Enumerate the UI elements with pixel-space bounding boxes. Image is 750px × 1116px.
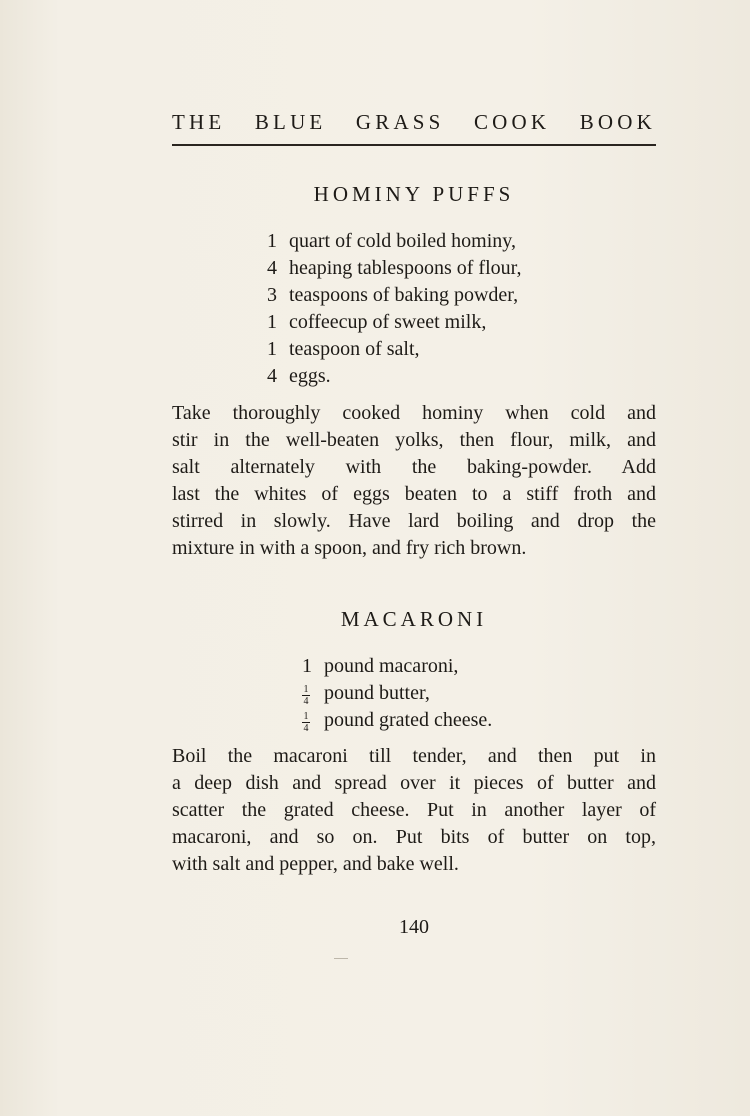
directions-line: a deep dish and spread over it pieces of butter and	[172, 772, 656, 794]
ingredient-item	[302, 707, 492, 734]
directions-line: Take thoroughly cooked hominy when cold and	[172, 402, 656, 424]
fraction-denominator: 4	[303, 723, 309, 735]
directions-line: salt alternately with the baking-powder. Add	[172, 456, 656, 478]
decorative-dash	[334, 958, 348, 959]
ingredient-text: eggs.	[289, 365, 331, 387]
recipe-title-macaroni: MACARONI	[340, 607, 488, 631]
directions-line: scatter the grated cheese. Put in another layer of	[172, 799, 656, 821]
recipe-title-hominy-puffs: HOMINY PUFFS	[313, 182, 515, 206]
ingredient-qty	[302, 680, 324, 707]
directions-macaroni	[172, 743, 656, 878]
ingredient-text: teaspoons of baking powder,	[289, 284, 519, 306]
ingredient-qty	[302, 707, 324, 734]
ingredient-item	[267, 363, 521, 390]
ingredient-item	[302, 680, 492, 707]
ingredient-text: quart of cold boiled hominy,	[289, 230, 516, 252]
fraction-quarter	[302, 712, 310, 733]
fraction-numerator: 1	[303, 684, 309, 696]
ingredient-text: teaspoon of salt,	[289, 338, 420, 360]
ingredient-item	[267, 336, 521, 363]
ingredient-text: heaping tablespoons of flour,	[289, 257, 522, 279]
running-head: THE BLUE GRASS COOK BOOK	[172, 110, 656, 134]
ingredient-qty: 3	[267, 284, 277, 306]
fraction-denominator: 4	[303, 696, 309, 708]
ingredient-text: pound butter,	[324, 682, 430, 704]
ingredient-qty: 4	[267, 365, 277, 387]
fraction-numerator: 1	[303, 711, 309, 723]
ingredient-item	[302, 653, 492, 680]
directions-line: mixture in with a spoon, and fry rich brown.	[172, 537, 527, 559]
directions-line: Boil the macaroni till tender, and then put in	[172, 745, 656, 767]
directions-line: with salt and pepper, and bake well.	[172, 853, 459, 875]
ingredient-item	[267, 228, 521, 255]
ingredient-qty: 1	[267, 230, 277, 252]
ingredient-qty: 1	[302, 655, 312, 677]
ingredient-item	[267, 282, 521, 309]
ingredient-list-hominy-puffs	[267, 228, 521, 390]
directions-line: last the whites of eggs beaten to a stiff froth and	[172, 483, 656, 505]
directions-line: macaroni, and so on. Put bits of butter on top,	[172, 826, 656, 848]
ingredient-text: coffeecup of sweet milk,	[289, 311, 487, 333]
directions-line: stir in the well-beaten yolks, then flour, milk, and	[172, 429, 656, 451]
directions-line: stirred in slowly. Have lard boiling and drop the	[172, 510, 656, 532]
ingredient-qty: 4	[267, 257, 277, 279]
fraction-quarter	[302, 685, 310, 706]
ingredient-item	[267, 309, 521, 336]
header-rule	[172, 144, 656, 146]
ingredient-list-macaroni	[302, 653, 492, 734]
directions-hominy-puffs	[172, 400, 656, 562]
page-number: 140	[399, 916, 429, 938]
ingredient-qty: 1	[267, 311, 277, 333]
ingredient-text: pound grated cheese.	[324, 709, 493, 731]
ingredient-item	[267, 255, 521, 282]
ingredient-text: pound macaroni,	[324, 655, 459, 677]
ingredient-qty: 1	[267, 338, 277, 360]
